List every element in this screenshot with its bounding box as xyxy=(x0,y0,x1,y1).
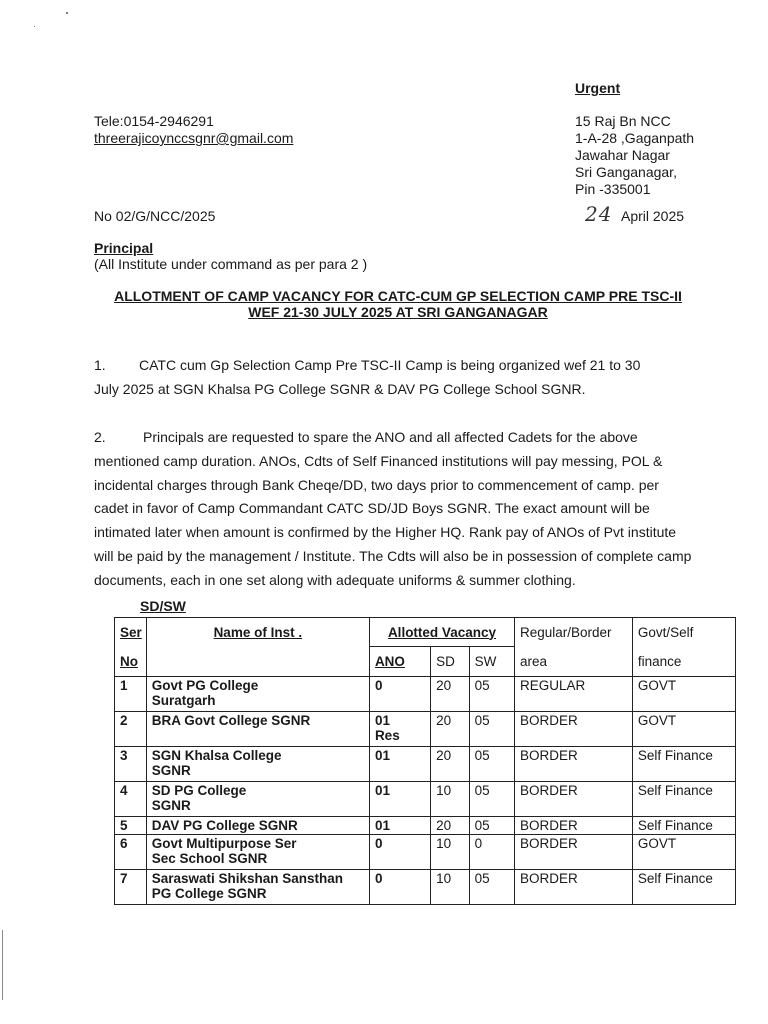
handwritten-day: 24 xyxy=(585,202,613,226)
scan-edge xyxy=(2,930,3,1000)
para2-line: mentioned camp duration. ANOs, Cdts of Self Financed institutions will pay messing, POL & xyxy=(94,453,663,469)
header-name: Name of Inst . xyxy=(146,618,369,647)
address-line: Pin -335001 xyxy=(575,181,651,197)
para2-line: incidental charges through Bank Cheqe/DD, two days prior to commencement of camp. per xyxy=(94,477,659,493)
header-regular-border: Regular/Border xyxy=(515,618,633,647)
cell-ano: 01 xyxy=(369,782,430,817)
header-sw: SW xyxy=(469,647,514,677)
header-govt-self: Govt/Self xyxy=(632,618,735,647)
header-sd: SD xyxy=(431,647,470,677)
cell-ano: 01 xyxy=(369,747,430,782)
table-row xyxy=(115,747,736,782)
cell-finance: Self Finance xyxy=(632,782,735,817)
header-area: area xyxy=(515,647,633,677)
cell-finance: Self Finance xyxy=(632,747,735,782)
cell-ser: 1 xyxy=(115,677,147,712)
cell-finance: GOVT xyxy=(632,677,735,712)
addressee-title: Principal xyxy=(94,240,154,256)
cell-name: BRA Govt College SGNR xyxy=(146,712,369,747)
cell-sd: 10 xyxy=(431,870,470,905)
table-row xyxy=(115,677,736,712)
cell-name: DAV PG College SGNR xyxy=(146,817,369,835)
cell-sw: 05 xyxy=(469,817,514,835)
cell-name: SD PG College SGNR xyxy=(146,782,369,817)
cell-ser: 6 xyxy=(115,835,147,870)
cell-sd: 20 xyxy=(431,817,470,835)
telephone: Tele:0154-2946291 xyxy=(94,113,214,129)
scan-mark xyxy=(34,26,35,27)
cell-sd: 10 xyxy=(431,782,470,817)
table-row xyxy=(115,782,736,817)
header-finance: finance xyxy=(632,647,735,677)
cell-sw: 05 xyxy=(469,870,514,905)
table-header-row xyxy=(115,618,736,647)
addressee-note: (All Institute under command as per para 2 ) xyxy=(94,256,368,272)
cell-ser: 3 xyxy=(115,747,147,782)
address-line: 1-A-28 ,Gaganpath xyxy=(575,130,695,146)
address-line: Jawahar Nagar xyxy=(575,147,670,163)
para1-number: 1. xyxy=(94,357,106,373)
cell-sd: 20 xyxy=(431,677,470,712)
cell-name: Govt Multipurpose Ser Sec School SGNR xyxy=(146,835,369,870)
cell-area: BORDER xyxy=(515,870,633,905)
table-row xyxy=(115,817,736,835)
para2-line: will be paid by the management / Institute. The Cdts will also be in possession of complete camp xyxy=(94,548,692,564)
subject-line-2: WEF 21-30 JULY 2025 AT SRI GANGANAGAR xyxy=(248,304,548,320)
cell-name: SGN Khalsa College SGNR xyxy=(146,747,369,782)
subject-line-1: ALLOTMENT OF CAMP VACANCY FOR CATC-CUM GP SELECTION CAMP PRE TSC-II xyxy=(114,288,682,304)
sender-address xyxy=(575,113,694,198)
cell-sw: 05 xyxy=(469,747,514,782)
para2-line: Principals are requested to spare the ANO and all affected Cadets for the above xyxy=(143,429,638,445)
cell-sd: 20 xyxy=(431,712,470,747)
date-month-year: April 2025 xyxy=(621,208,685,224)
para2-number: 2. xyxy=(94,429,106,445)
cell-ano: 0 xyxy=(369,677,430,712)
cell-sd: 10 xyxy=(431,835,470,870)
cell-name: Saraswati Shikshan Sansthan PG College SGNR xyxy=(146,870,369,905)
para1-line: CATC cum Gp Selection Camp Pre TSC-II Camp is being organized wef 21 to 30 xyxy=(139,357,641,373)
cell-ser: 4 xyxy=(115,782,147,817)
cell-ser: 7 xyxy=(115,870,147,905)
allotment-table xyxy=(114,617,736,905)
para2-line: documents, each in one set along with adequate uniforms & summer clothing. xyxy=(94,572,576,588)
cell-area: BORDER xyxy=(515,712,633,747)
table-row xyxy=(115,835,736,870)
cell-ser: 2 xyxy=(115,712,147,747)
cell-name: Govt PG College Suratgarh xyxy=(146,677,369,712)
email-link[interactable]: threerajicoyncc​sgnr@gmail.com xyxy=(94,130,294,146)
header-no: No xyxy=(115,647,147,677)
cell-area: BORDER xyxy=(515,817,633,835)
table-row xyxy=(115,870,736,905)
cell-ano: 0 xyxy=(369,870,430,905)
cell-sw: 05 xyxy=(469,782,514,817)
cell-ano: 01 xyxy=(369,817,430,835)
cell-sd: 20 xyxy=(431,747,470,782)
header-ser: Ser xyxy=(115,618,147,647)
para2-line: cadet in favor of Camp Commandant CATC SD/JD Boys SGNR. The exact amount will be xyxy=(94,500,650,516)
reference-number: No 02/G/NCC/2025 xyxy=(94,208,216,224)
header-ano: ANO xyxy=(369,647,430,677)
cell-finance: GOVT xyxy=(632,712,735,747)
cell-finance: GOVT xyxy=(632,835,735,870)
cell-area: BORDER xyxy=(515,835,633,870)
cell-area: BORDER xyxy=(515,747,633,782)
cell-finance: Self Finance xyxy=(632,870,735,905)
header-name-cont xyxy=(146,647,369,677)
cell-finance: Self Finance xyxy=(632,817,735,835)
cell-ser: 5 xyxy=(115,817,147,835)
address-line: Sri Ganganagar, xyxy=(575,164,677,180)
para1-line: July 2025 at SGN Khalsa PG College SGNR & DAV PG College School SGNR. xyxy=(94,381,586,397)
scan-mark xyxy=(66,12,68,14)
table-row xyxy=(115,712,736,747)
cell-sw: 05 xyxy=(469,712,514,747)
cell-ano: 01 Res xyxy=(369,712,430,747)
header-allotted-vacancy: Allotted Vacancy xyxy=(369,618,514,647)
cell-area: BORDER xyxy=(515,782,633,817)
address-line: 15 Raj Bn NCC xyxy=(575,113,671,129)
cell-area: REGULAR xyxy=(515,677,633,712)
cell-ano: 0 xyxy=(369,835,430,870)
cell-sw: 0 xyxy=(469,835,514,870)
table-caption: SD/SW xyxy=(140,598,186,614)
urgent-label: Urgent xyxy=(575,80,621,96)
para2-line: intimated later when amount is confirmed by the Higher HQ. Rank pay of ANOs of Pvt institute xyxy=(94,524,677,540)
cell-sw: 05 xyxy=(469,677,514,712)
table-header-row xyxy=(115,647,736,677)
